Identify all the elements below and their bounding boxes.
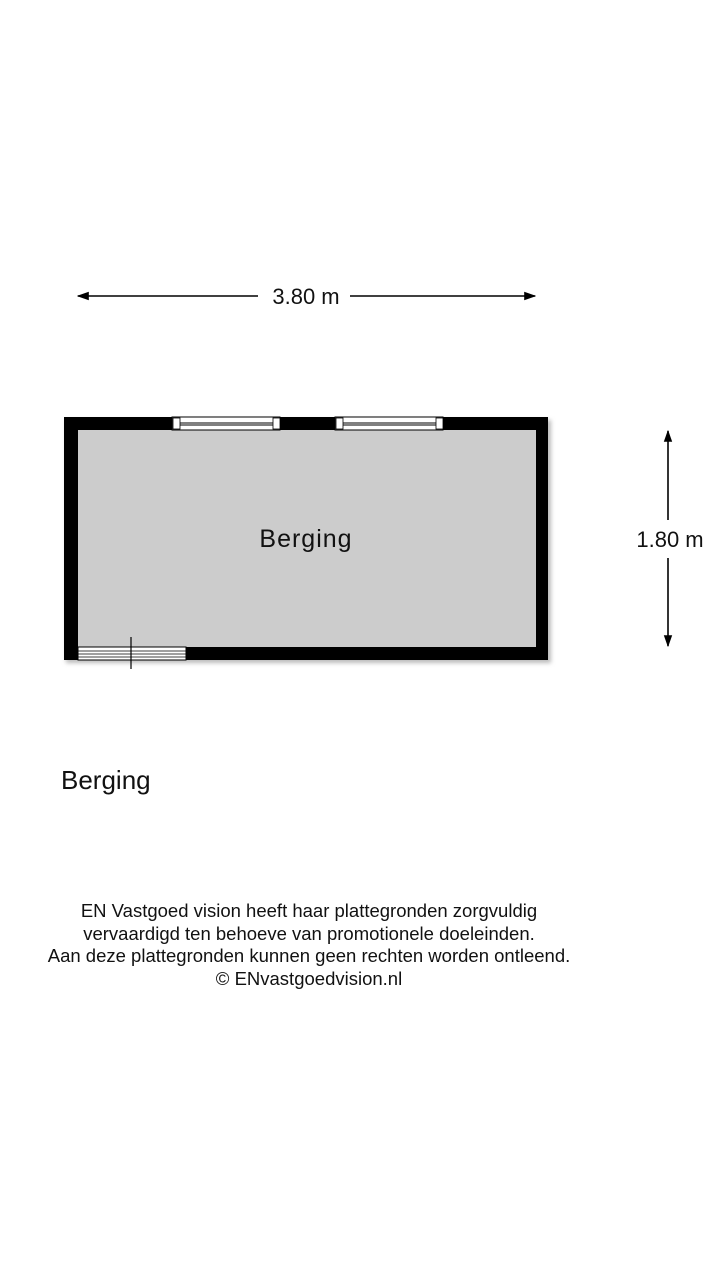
height-dimension <box>636 431 703 646</box>
disclaimer-line: vervaardigd ten behoeve van promotionele doeleinden. <box>83 922 535 944</box>
disclaimer <box>0 900 618 990</box>
width-dimension-label: 3.80 m <box>272 284 340 309</box>
window-left <box>172 417 280 430</box>
floor-title: Berging <box>61 765 151 795</box>
disclaimer-line: © ENvastgoedvision.nl <box>215 967 403 989</box>
window-right <box>335 417 443 430</box>
disclaimer-line: EN Vastgoed vision heeft haar plattegronden zorgvuldig <box>80 900 538 921</box>
width-dimension <box>78 284 535 309</box>
height-dimension-label: 1.80 m <box>636 527 704 552</box>
room-name: Berging <box>259 525 353 553</box>
room-berging <box>64 417 551 669</box>
disclaimer-line: Aan deze plattegronden kunnen geen rechten worden ontleend. <box>47 945 571 966</box>
